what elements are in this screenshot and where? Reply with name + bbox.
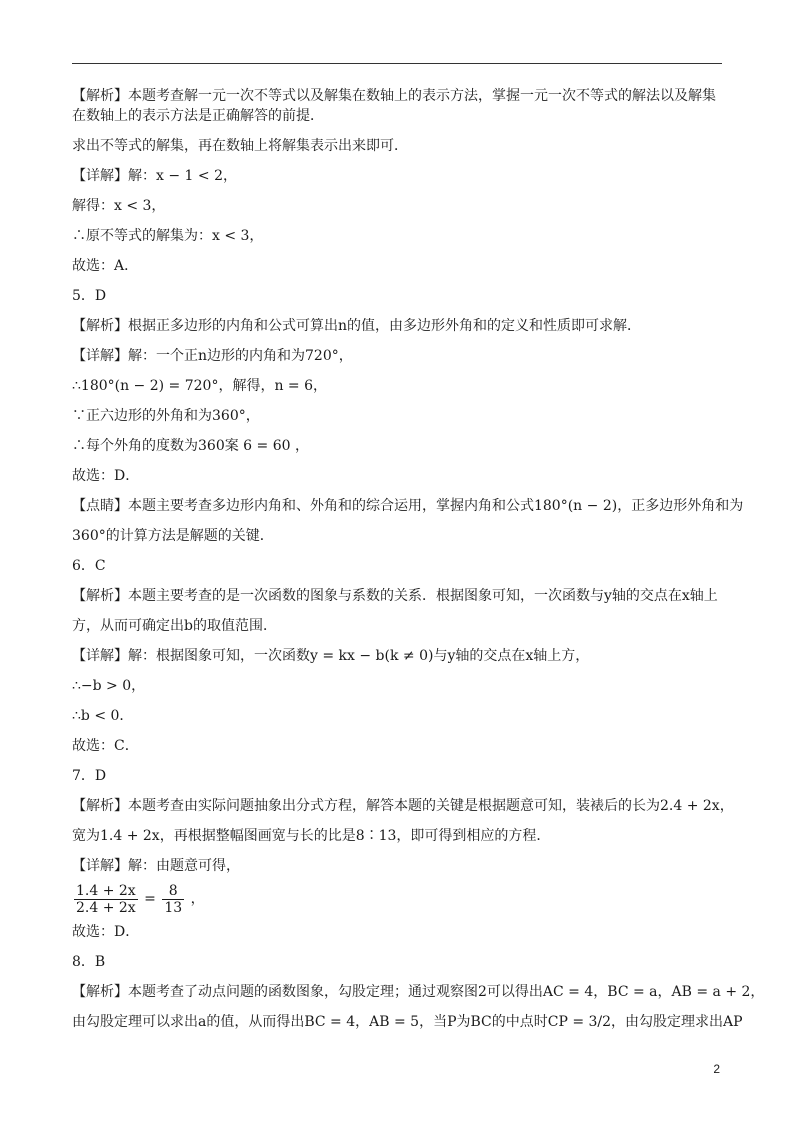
text-line: 【解析】本题考查由实际问题抽象出分式方程，解答本题的关键是根据题意可知，装裱后的长为2.4 + 2x， xyxy=(72,798,734,814)
fraction-denominator: 13 xyxy=(164,899,183,916)
text-line: 360°的计算方法是解题的关键． xyxy=(72,528,274,544)
text-line: ∵正六边形的外角和为360°， xyxy=(72,408,260,424)
text-line: 故选：D． xyxy=(72,924,140,940)
text-line: 【详解】解：x − 1 < 2， xyxy=(72,168,237,184)
text-line: ∴b < 0． xyxy=(72,708,134,724)
text-line: 【解析】本题主要考查的是一次函数的图象与系数的关系．根据图象可知，一次函数与y轴的交点在x轴上 xyxy=(72,588,718,604)
text-line: ∴每个外角的度数为360案 6 = 60 ， xyxy=(72,438,309,454)
text-line: 【点睛】本题主要考查多边形内角和、外角和的综合运用，掌握内角和公式180°(n − 2)，正多边形外角和为 xyxy=(72,498,744,514)
equation-line xyxy=(72,882,728,916)
text-line: 解得：x < 3， xyxy=(72,198,166,214)
page-number: 2 xyxy=(713,1062,720,1076)
text-line: ∴原不等式的解集为：x < 3， xyxy=(72,228,264,244)
fraction-right xyxy=(162,883,184,916)
question-number: 7．D xyxy=(72,768,107,784)
question-number: 5．D xyxy=(72,288,107,304)
equation-tail: ， xyxy=(190,891,205,907)
text-line: 方，从而可确定出b的取值范围． xyxy=(72,618,277,634)
text-line: 求出不等式的解集，再在数轴上将解集表示出来即可． xyxy=(72,138,408,154)
text-line: 故选：C． xyxy=(72,738,139,754)
equals-sign: = xyxy=(144,891,156,907)
text-line: 【解析】根据正多边形的内角和公式可算出n的值，由多边形外角和的定义和性质即可求解． xyxy=(72,318,642,334)
text-line: 故选：D． xyxy=(72,468,140,484)
text-line: 宽为1.4 + 2x，再根据整幅图画宽与长的比是8∶13，即可得到相应的方程． xyxy=(72,828,551,844)
text-line: 故选：A． xyxy=(72,258,139,274)
header-rule xyxy=(72,63,722,64)
document-body xyxy=(72,86,765,1032)
text-line: 在数轴上的表示方法是正确解答的前提． xyxy=(72,108,324,124)
text-line: 【详解】解：根据图象可知，一次函数y = kx − b(k ≠ 0)与y轴的交点在x轴上方， xyxy=(72,648,590,664)
question-number: 8．B xyxy=(72,954,106,970)
fraction-denominator: 2.4 + 2x xyxy=(76,899,136,916)
fraction-numerator: 1.4 + 2x xyxy=(76,882,136,899)
text-line: ∴180°(n − 2) = 720°，解得，n = 6， xyxy=(72,378,328,394)
text-line: 【详解】解：一个正n边形的内角和为720°， xyxy=(72,348,353,364)
text-line: 【详解】解：由题意可得， xyxy=(72,858,240,874)
question-number: 6．C xyxy=(72,558,106,574)
text-line: 由勾股定理可以求出a的值，从而得出BC = 4，AB = 5，当P为BC的中点时CP = 3/2，由勾股定理求出AP xyxy=(72,1014,743,1030)
text-line: 【解析】本题考查解一元一次不等式以及解集在数轴上的表示方法，掌握一元一次不等式的解法以及解集 xyxy=(72,88,716,104)
fraction-numerator: 8 xyxy=(162,883,184,900)
fraction-left xyxy=(74,883,138,916)
text-line: ∴−b > 0， xyxy=(72,678,146,694)
text-line: 【解析】本题考查了动点问题的函数图象，勾股定理；通过观察图2可以得出AC = 4，BC = a，AB = a + 2， xyxy=(72,984,765,1000)
